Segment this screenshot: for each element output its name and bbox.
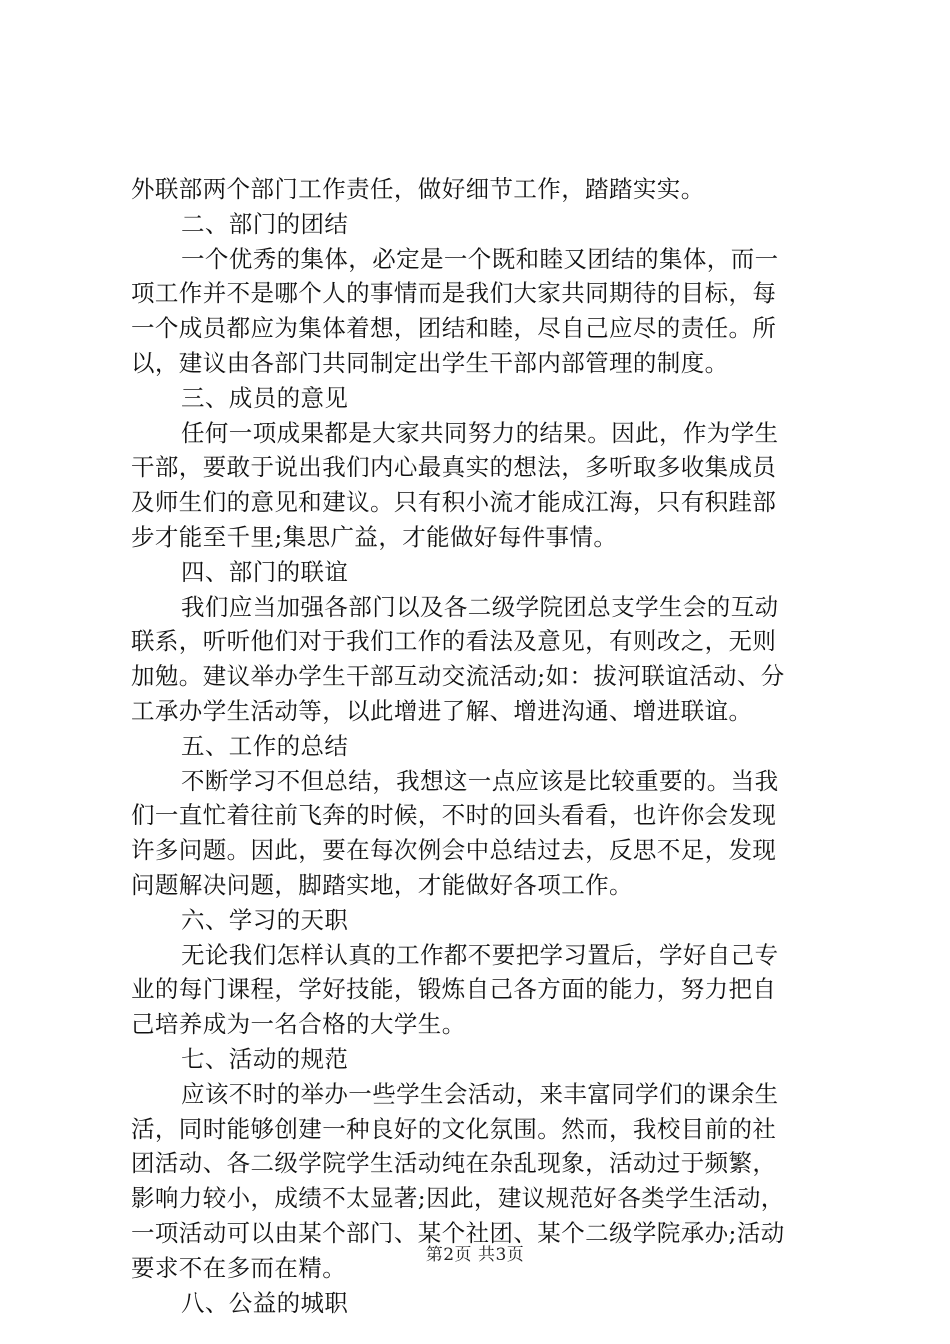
text-line: 一个优秀的集体，必定是一个既和睦又团结的集体，而一 [181,244,779,273]
text-line: 不断学习不但总结，我想这一点应该是比较重要的。当我 [181,766,779,795]
page-number-footer: 第2页 共3页 [425,1245,525,1265]
text-line: 外联部两个部门工作责任，做好细节工作，踏踏实实。 [131,175,705,203]
text-line: 问题解决问题，脚踏实地，才能做好各项工作。 [131,870,633,899]
text-line: 我们应当加强各部门以及各二级学院团总支学生会的互动 [181,592,779,621]
text-line: 应该不时的举办一些学生会活动，来丰富同学们的课余生 [181,1079,779,1108]
text-line: 六、学习的天职 [181,905,349,934]
text-line: 以，建议由各部门共同制定出学生干部内部管理的制度。 [131,348,729,377]
text-line: 及师生们的意见和建议。只有积小流才能成江海，只有积跬部 [131,488,777,517]
text-line: 任何一项成果都是大家共同努力的结果。因此，作为学生 [181,418,779,447]
document-body [131,172,831,1320]
text-line: 业的每门课程，学好技能，锻炼自己各方面的能力，努力把自 [131,975,777,1004]
text-line: 联系，听听他们对于我们工作的看法及意见，有则改之，无则 [131,627,777,656]
text-line: 一个成员都应为集体着想，团结和睦，尽自己应尽的责任。所 [131,314,777,343]
text-line: 二、部门的团结 [181,209,349,238]
text-line: 加勉。建议举办学生干部互动交流活动;如：拔河联谊活动、分 [131,662,785,691]
text-line: 七、活动的规范 [181,1044,349,1073]
text-line: 影响力较小，成绩不太显著;因此，建议规范好各类学生活动， [131,1184,785,1213]
text-line: 工承办学生活动等，以此增进了解、增进沟通、增进联谊。 [131,696,753,725]
text-line: 步才能至千里;集思广益，才能做好每件事情。 [131,522,618,551]
text-line: 五、工作的总结 [181,731,349,760]
text-line: 许多问题。因此，要在每次例会中总结过去，反思不足，发现 [131,836,777,865]
text-line: 无论我们怎样认真的工作都不要把学习置后，学好自己专 [181,940,779,969]
text-line: 三、成员的意见 [181,383,349,412]
text-line: 八、公益的城职 [181,1288,349,1317]
text-line: 一项活动可以由某个部门、某个社团、某个二级学院承办;活动 [131,1218,785,1247]
text-line: 团活动、各二级学院学生活动纯在杂乱现象，活动过于频繁， [131,1149,777,1178]
text-line: 项工作并不是哪个人的事情而是我们大家共同期待的目标，每 [131,279,777,308]
text-line: 们一直忙着往前飞奔的时候，不时的回头看看，也许你会发现 [131,801,777,830]
text-line: 干部，要敢于说出我们内心最真实的想法，多听取多收集成员 [131,453,777,482]
text-line: 要求不在多而在精。 [131,1253,347,1282]
text-line: 四、部门的联谊 [181,557,349,586]
text-line: 己培养成为一名合格的大学生。 [131,1010,466,1039]
text-line: 活，同时能够创建一种良好的文化氛围。然而，我校目前的社 [131,1114,777,1143]
